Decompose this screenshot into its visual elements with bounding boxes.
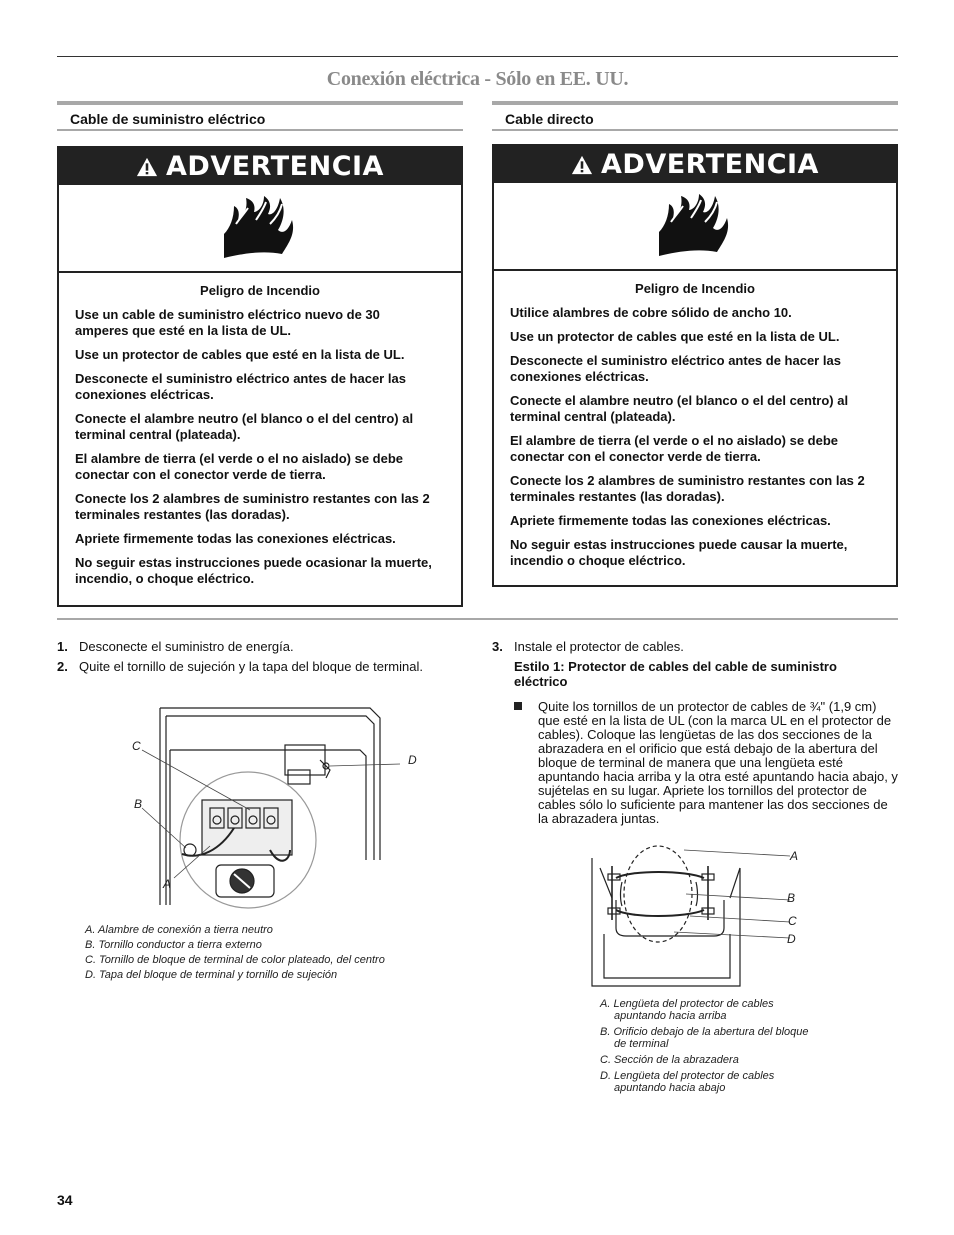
- warning-triangle-icon: [136, 156, 158, 178]
- left-warning-box: [57, 146, 463, 607]
- fig2-caption-list: [600, 998, 809, 1094]
- top-rule: [57, 56, 898, 57]
- left-warning-item: Apriete firmemente todas las conexiones eléctricas.: [75, 531, 396, 546]
- fig1-caption: C. Tornillo de bloque de terminal de color plateado, del centro: [85, 954, 385, 966]
- right-warning-box: [492, 144, 898, 587]
- right-warning-title: ADVERTENCIA: [601, 149, 819, 180]
- fig1-label-c: C: [132, 739, 141, 753]
- caption-line: A. Lengüeta del protector de cables: [600, 998, 774, 1010]
- left-warning-header: [59, 148, 461, 185]
- right-warning-item: Conecte el alambre neutro (el blanco o el del centro) al terminal central (plateada).: [510, 393, 849, 424]
- left-warning-body: [59, 273, 461, 587]
- right-warning-item: Desconecte el suministro eléctrico antes de hacer las conexiones eléctricas.: [510, 353, 841, 384]
- right-fire-icon-area: [494, 183, 896, 271]
- cable-clamp-illustration: [590, 838, 790, 990]
- caption-line: apuntando hacia arriba: [614, 1010, 727, 1022]
- fig1-caption: A. Alambre de conexión a tierra neutro: [85, 924, 273, 936]
- fig1-label-a: A: [163, 877, 172, 891]
- bullet-text: Quite los tornillos de un protector de cables de ¾" (1,9 cm) que esté en la lista de UL (con la marca UL en el protector de cables). Coloque las lengüetas de las dos secciones de la abrazadera en el orificio que está debajo de la abertura del bloque de terminal de manera que una lengüeta esté apuntando hacia arriba y la otra esté apuntando hacia abajo, y sujételas en su lugar. Apriete los tornillos del protector de cables sólo lo suficiente para mantener las dos secciones de la abrazadera juntas.: [538, 699, 898, 826]
- right-warning-item: Apriete firmemente todas las conexiones eléctricas.: [510, 513, 831, 528]
- section-title: Conexión eléctrica - Sólo en EE. UU.: [326, 68, 629, 90]
- caption-line: C. Sección de la abrazadera: [600, 1054, 739, 1066]
- right-warning-item: El alambre de tierra (el verde o el no aislado) se debe conectar con el conector verde de tierra.: [510, 433, 839, 464]
- step-number: 3.: [492, 639, 503, 654]
- left-warning-item: No seguir estas instrucciones puede ocasionar la muerte, incendio, o choque eléctrico.: [75, 555, 432, 586]
- fig2-label-a: A: [790, 849, 799, 863]
- fire-icon: [657, 192, 733, 258]
- page-number: 34: [57, 1192, 73, 1208]
- left-warning-title: ADVERTENCIA: [166, 151, 384, 182]
- right-warning-item: No seguir estas instrucciones puede causar la muerte, incendio o choque eléctrico.: [510, 537, 848, 568]
- step-number: 1.: [57, 639, 68, 654]
- left-fire-icon-area: [59, 185, 461, 273]
- left-subhead: Cable de suministro eléctrico: [57, 101, 463, 131]
- left-warning-item: Use un protector de cables que esté en la lista de UL.: [75, 347, 405, 362]
- right-warning-item: Use un protector de cables que esté en la lista de UL.: [510, 329, 840, 344]
- fig1-caption: D. Tapa del bloque de terminal y tornillo de sujeción: [85, 969, 338, 981]
- fig1-label-b: B: [134, 797, 143, 811]
- fig2-caption: [600, 1054, 809, 1066]
- left-warning-item: Conecte los 2 alambres de suministro restantes con las 2 terminales restantes (las doradas).: [75, 491, 430, 522]
- step-text: Instale el protector de cables.: [514, 639, 684, 654]
- right-warning-item: Utilice alambres de cobre sólido de ancho 10.: [510, 305, 792, 320]
- right-warning-item: Conecte los 2 alambres de suministro restantes con las 2 terminales restantes (las doradas).: [510, 473, 865, 504]
- style1-heading: Estilo 1: Protector de cables del cable de suministro eléctrico: [514, 659, 837, 689]
- bullet-square-icon: [514, 702, 522, 710]
- fig1-caption-list: [85, 923, 385, 983]
- right-subhead: Cable directo: [492, 101, 898, 131]
- fig2-label-b: B: [787, 891, 796, 905]
- warning-triangle-icon: [571, 154, 593, 176]
- right-warning-body: [494, 271, 896, 569]
- fire-icon: [222, 194, 298, 260]
- right-hazard-title: Peligro de Incendio: [635, 281, 755, 296]
- fig2-caption: [600, 1026, 809, 1050]
- left-hazard-title: Peligro de Incendio: [200, 283, 320, 298]
- fig1-label-d: D: [408, 753, 417, 767]
- caption-line: B. Orificio debajo de la abertura del bloque: [600, 1026, 809, 1038]
- left-warning-item: Use un cable de suministro eléctrico nuevo de 30 amperes que esté en la lista de UL.: [75, 307, 380, 338]
- left-warning-item: Desconecte el suministro eléctrico antes de hacer las conexiones eléctricas.: [75, 371, 406, 402]
- caption-line: de terminal: [614, 1038, 669, 1050]
- middle-rule: [57, 618, 898, 620]
- caption-line: D. Lengüeta del protector de cables: [600, 1070, 775, 1082]
- fig2-caption: [600, 998, 809, 1022]
- fig2-label-d: D: [787, 932, 796, 946]
- left-warning-item: Conecte el alambre neutro (el blanco o el del centro) al terminal central (plateada).: [75, 411, 414, 442]
- fig2-label-c: C: [788, 914, 797, 928]
- step-text: Desconecte el suministro de energía.: [79, 639, 294, 654]
- step-text: Quite el tornillo de sujeción y la tapa del bloque de terminal.: [79, 659, 423, 674]
- terminal-block-illustration: [130, 700, 430, 910]
- step-number: 2.: [57, 659, 68, 674]
- fig1-caption: B. Tornillo conductor a tierra externo: [85, 939, 262, 951]
- left-warning-item: El alambre de tierra (el verde o el no aislado) se debe conectar con el conector verde de tierra.: [75, 451, 404, 482]
- fig2-caption: [600, 1070, 809, 1094]
- caption-line: apuntando hacia abajo: [614, 1082, 726, 1094]
- right-warning-header: [494, 146, 896, 183]
